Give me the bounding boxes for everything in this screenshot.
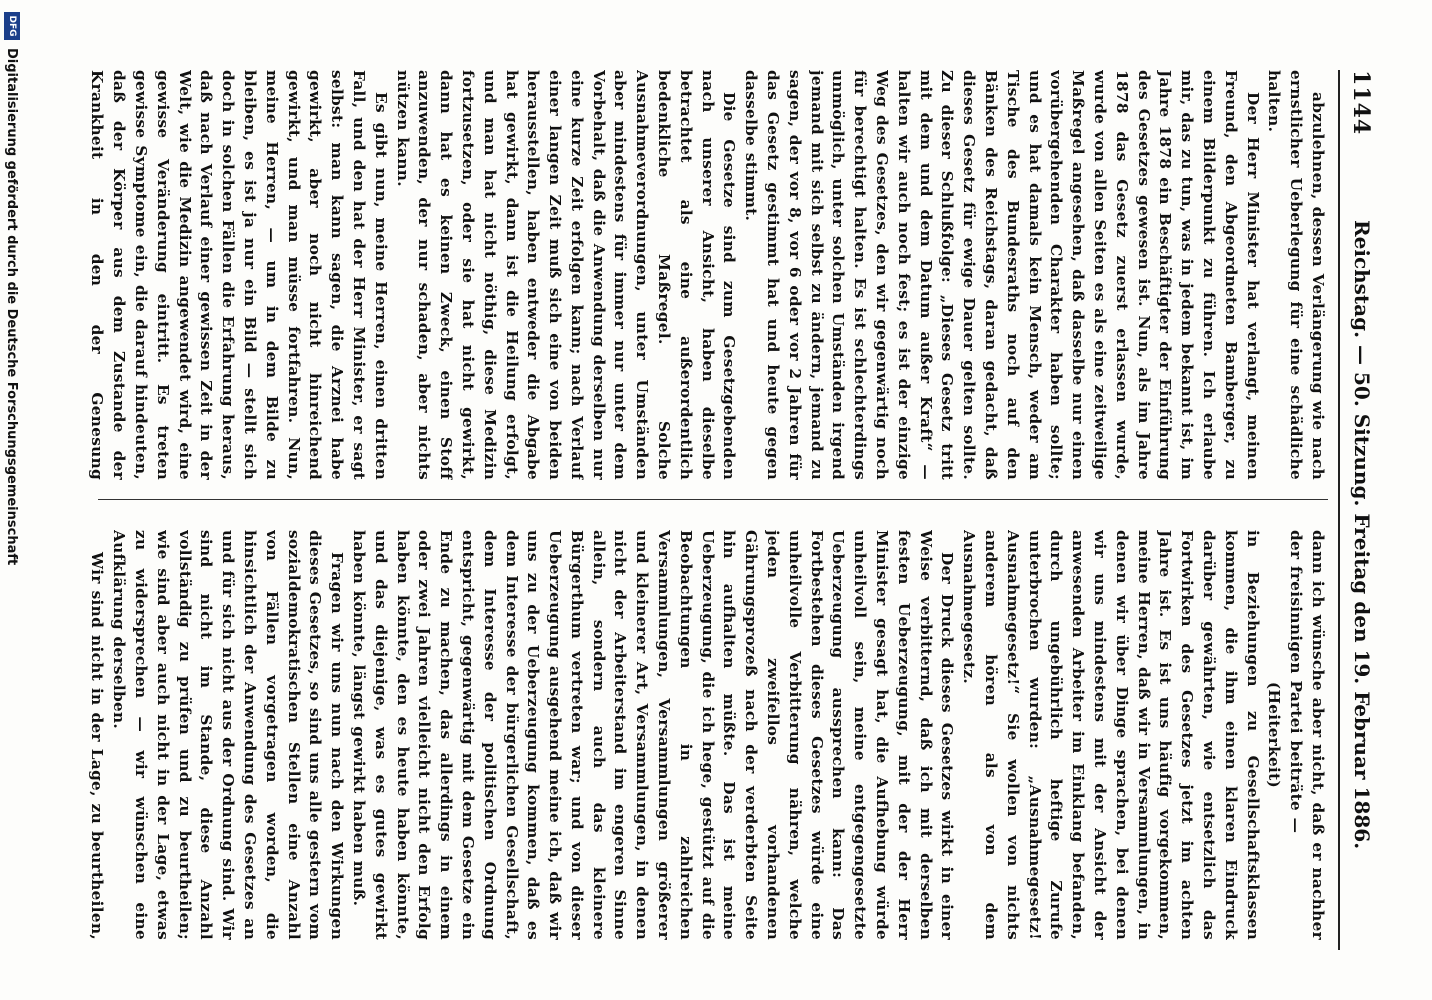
- footer-text: Digitalisierung gefördert durch die Deutsche Forschungsgemeinschaft: [4, 48, 20, 566]
- left-column: [88, 70, 1328, 480]
- left-column-paragraph: Es gibt nun, meine Herren, einen dritten Fall, und den hat der Herr Minister, er sagt selbst: man kann sagen, die Arznei habe gewirkt, aber noch nicht hinreichend gewirkt, und man müsse fortfahren. Nun, meine Herren, — um in dem Bilde zu bleiben, es ist ja nur ein Bild — stellt sich doch in solchen Fällen die Erfahrung heraus, daß nach Verlauf einer gewissen Zeit in der Welt, wie die Medizin angewendet wird, eine gewisse Veränderung eintritt. Es treten gewisse Symptome ein, die darauf hindeuten, daß der Körper aus dem Zustande der Krankheit in den der Genesung: [88, 70, 390, 480]
- left-column-paragraph: abzulehnen, dessen Verlängerung wie nach ernstlicher Ueberlegung für eine schädliche halten.: [1265, 70, 1327, 480]
- right-column-paragraph: in Beziehungen zu Gesellschaftsklassen kommen, die ihm einen klaren Eindruck darüber gewährten, wie entsetzlich das Fortwirken des Gesetzes jetzt im achten Jahre ist. Es ist uns häufig vorgekommen, meine Herren, daß wir in Versammlungen, in denen wir über Dinge sprachen, bei denen wir uns mindestens mit der Ansicht der anwesenden Arbeiter im Einklang befanden, durch ungebührlich heftige Zurufe unterbrochen wurden: „Ausnahmegesetz! Ausnahmegesetz!“ Sie wollen von nichts anderem hören als von dem Ausnahmegesetz.: [960, 530, 1262, 940]
- header-rule: [1338, 70, 1340, 950]
- column-divider: [98, 499, 1328, 500]
- right-column-paragraph: Der Druck dieses Gesetzes wirkt in einer Weise verbitternd, daß ich mit derselben festen Ueberzeugung, mit der der Herr Minister gesagt hat, die Aufhebung würde unheilvoll sein, meine entgegengesetzte Ueberzeugung aussprechen kann: Das Fortbestehen dieses Gesetzes würde eine unheilvolle Verbitterung nähren, welche jeden zweifellos vorhandenen Gährungsprozeß nach der verderbten Seite hin aufhalten müßte. Das ist meine Ueberzeugung, die ich hege, gestützt auf die Beobachtungen in zahlreichen Versammlungen, Versammlungen größerer und kleinerer Art, Versammlungen, in denen nicht der Arbeiterstand im engeren Sinne allein, sondern auch das kleinere Bürgerthum vertreten war; und von dieser Ueberzeugung ausgehend meine ich, daß wir uns zu der Ueberzeugung kommen, daß es dem Interesse der bürgerlichen Gesellschaft, dem Interesse der politischen Ordnung entspricht, gegenwärtig mit dem Gesetze ein Ende zu machen, das allerdings in einem oder zwei Jahren vielleicht nicht den Erfolg haben könnte, den es heute haben könnte, und das diejenige, was es gutes gewirkt haben könnte, längst gewirkt haben muß.: [349, 530, 957, 940]
- right-column-interjection: (Heiterkeit): [1265, 681, 1284, 789]
- right-column-paragraph: Wir sind nicht in der Lage, zu beurtheilen,: [88, 552, 107, 940]
- dfg-logo-icon: DFG: [4, 12, 20, 40]
- right-column-paragraph: dann ich wünsche aber nicht, daß er nachher der freisinnigen Partei beiträte —: [1287, 530, 1327, 940]
- left-column-paragraph: Die Gesetze sind zum Gesetzgebenden nach unserer Ansicht, haben dieselbe betrachtet als eine außerordentlich bedenkliche Maßregel. Solche Ausnahmeverordnungen, unter Umständen aber mindestens für immer nur unter dem Vorbehalt, daß die Anwendung derselben nur eine kurze Zeit erfolgen kann; nach Verlauf einer langen Zeit muß sich eine von beiden herausstellen, haben entweder die Abgabe hat gewirkt, dann ist die Heilung erfolgt, und man hat nicht nöthig, diese Medizin fortzusetzen, oder sie hat nicht gewirkt, dann hat es keinen Zweck, einen Stoff anzuwenden, der nur schaden, aber nichts nützen kann.: [393, 70, 739, 480]
- page-header: [1340, 70, 1380, 950]
- left-column-paragraph: Der Herr Minister hat verlangt, meinen Freund, den Abgeordneten Bamberger, zu einem Bilderpunkt zu führen. Ich erlaube mir, das zu tun, was in jedem bekannt ist, im Jahre 1878 ein Beschäftigter der Einführung des Gesetzes gewesen ist. Nun, als im Jahre 1878 das Gesetz zuerst erlassen wurde, wurde von allen Seiten es als eine zeitweilige Maßregel angesehen, daß dasselbe nur einen vorübergehenden Charakter haben sollte; und es hat damals kein Mensch, weder am Tische des Bundesraths noch auf den Bänken des Reichstags, daran gedacht, daß dieses Gesetz für ewige Dauer gelten sollte. Zu dieser Schlußfolge: „Dieses Gesetz tritt mit dem und dem Datum außer Kraft“ — halten wir auch noch fest; es ist der einzige Weg des Gesetzes, den wir gegenwärtig noch für berechtigt halten. Es ist schlechterdings unmöglich, unter solchen Umständen irgend jemand mit sich selbst zu ändern, jemand zu sagen, der vor 8, vor 6 oder vor 2 Jahren für das Gesetz gestimmt hat und heute gegen dasselbe stimmt.: [742, 70, 1262, 480]
- running-title: Reichstag. — 50. Sitzung. Freitag den 19. Februar 1886.: [1350, 220, 1374, 850]
- right-column: [88, 530, 1328, 940]
- right-column-paragraph: Fragen wir uns nun nach den Wirkungen dieses Gesetzes, so sind uns alle gestern vom sozialdemokratischen Stellen eine Anzahl von Fällen vorgetragen worden, die hinsichtlich der Anwendung des Gesetzes an und für sich nicht aus der Ordnung sind. Wir sind nicht im Stande, diese Anzahl vollständig zu prüfen und zu beurtheilen; wie sind aber auch nicht in der Lage, etwas zu widersprechen — wir wünschen eine Aufklärung derselben.: [110, 530, 347, 940]
- page-number: 1144: [1348, 70, 1374, 136]
- footer-credit: [0, 0, 24, 1000]
